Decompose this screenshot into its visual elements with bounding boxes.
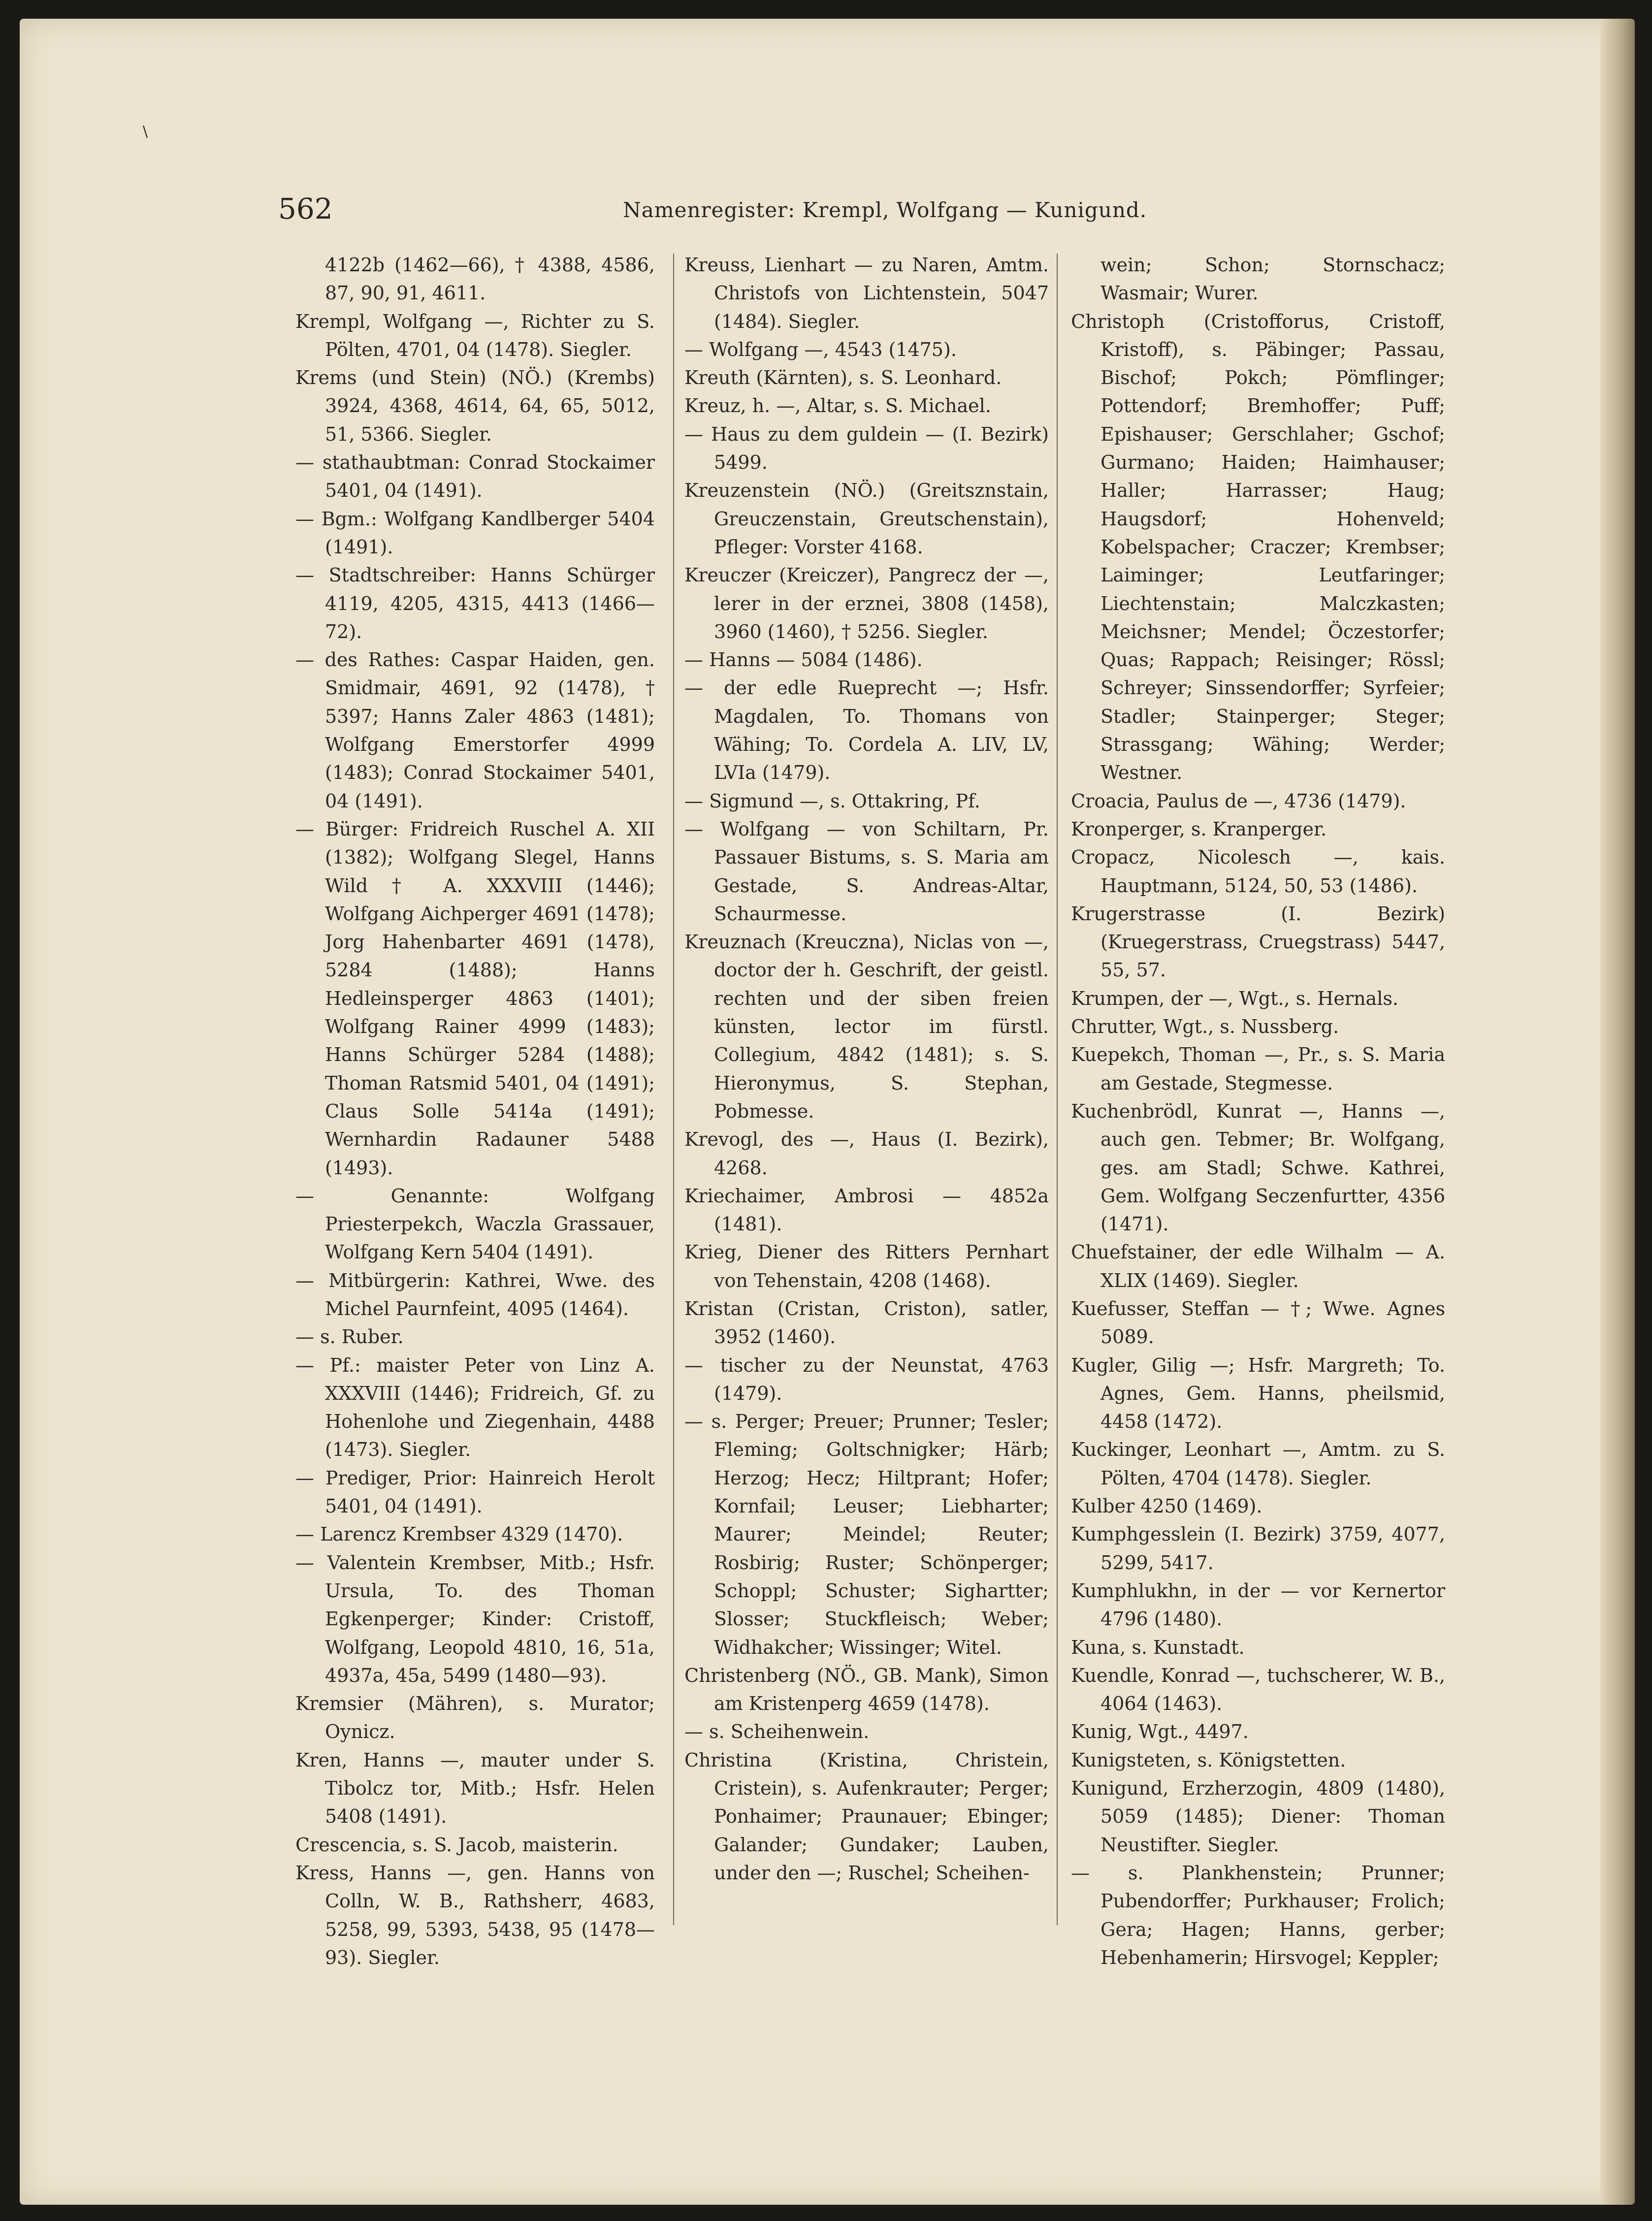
index-entry: — Mitbürgerin: Kathrei, Wwe. des Michel Paurnfeint, 4095 (1464). xyxy=(295,1269,655,1320)
index-entry: Kreuss, Lienhart — zu Naren, Amtm. Christofs von Lichtenstein, 5047 (1484). Siegler. xyxy=(684,254,1049,332)
running-title: Namenregister: Krempl, Wolfgang — Kunigund. xyxy=(623,198,1147,222)
index-column-3 xyxy=(1071,251,1445,1972)
index-entry: — Sigmund —, s. Ottakring, Pf. xyxy=(684,790,980,812)
index-entry: Kuchenbrödl, Kunrat —, Hanns —, auch gen. Tebmer; Br. Wolfgang, ges. am Stadl; Schwe. Kathrei, Gem. Wolfgang Seczenfurtter, 4356 (1471). xyxy=(1071,1100,1445,1235)
index-entry: Kunig, Wgt., 4497. xyxy=(1071,1721,1249,1743)
index-entry: — s. Plankhenstein; Prunner; Pubendorffer; Purkhauser; Frolich; Gera; Hagen; Hanns, gerber; Hebenhamerin; Hirsvogel; Keppler; xyxy=(1071,1862,1445,1968)
index-entry: Christenberg (NÖ., GB. Mank), Simon am Kristenperg 4659 (1478). xyxy=(684,1664,1049,1715)
index-entry: Christoph (Cristofforus, Cristoff, Kristoff), s. Päbinger; Passau, Bischof; Pokch; Pömflinger; Pottendorf; Bremhoffer; Puff; Epishauser; Gerschlaher; Gschof; Gurmano; Haiden; Haimhauser; Haller; Harrasser; Haug; Haugsdorf; Hohenveld; Kobelspacher; Craczer; Krembser; Laiminger; Leutfaringer; Liechtenstain; Malczkasten; Meichsner; Mendel; Öczestorfer; Quas; Rappach; Reisinger; Rössl; Schreyer; Sinssendorffer; Syrfeier; Stadler; Stainperger; Steger; Strassgang; Wähing; Werder; Westner. xyxy=(1071,310,1445,784)
index-entry: Kreuczer (Kreiczer), Pangrecz der —, lerer in der erznei, 3808 (1458), 3960 (1460), † 5256. Siegler. xyxy=(684,564,1049,643)
index-entry: Kremsier (Mähren), s. Murator; Oynicz. xyxy=(295,1693,655,1743)
index-entry: Krieg, Diener des Ritters Pernhart von Tehenstain, 4208 (1468). xyxy=(684,1241,1049,1291)
index-entry: Kuepekch, Thoman —, Pr., s. S. Maria am Gestade, Stegmesse. xyxy=(1071,1044,1445,1094)
index-entry: Kuckinger, Leonhart —, Amtm. zu S. Pölten, 4704 (1478). Siegler. xyxy=(1071,1439,1445,1489)
index-entry: — Haus zu dem guldein — (I. Bezirk) 5499. xyxy=(684,423,1049,474)
index-entry: — Prediger, Prior: Hainreich Herolt 5401, 04 (1491). xyxy=(295,1467,655,1517)
index-entry: wein; Schon; Stornschacz; Wasmair; Wurer. xyxy=(1101,254,1445,304)
page-number: 562 xyxy=(278,192,333,225)
index-entry: — der edle Rueprecht —; Hsfr. Magdalen, To. Thomans von Wähing; To. Cordela A. LIV, LV, LVIa (1479). xyxy=(684,677,1049,784)
index-entry: Krempl, Wolfgang —, Richter zu S. Pölten, 4701, 04 (1478). Siegler. xyxy=(295,310,655,360)
index-entry: — Valentein Krembser, Mitb.; Hsfr. Ursula, To. des Thoman Egkenperger; Kinder: Cristoff, Wolfgang, Leopold 4810, 16, 51a, 4937a, 45a, 5499 (1480—93). xyxy=(295,1551,655,1686)
index-entry: Krems (und Stein) (NÖ.) (Krembs) 3924, 4368, 4614, 64, 65, 5012, 51, 5366. Siegler. xyxy=(295,367,655,445)
index-entry: Chuefstainer, der edle Wilhalm — A. XLIX (1469). Siegler. xyxy=(1071,1241,1445,1291)
index-entry: Kulber 4250 (1469). xyxy=(1071,1495,1263,1517)
index-entry: Crescencia, s. S. Jacob, maisterin. xyxy=(295,1834,618,1856)
index-entry: Kress, Hanns —, gen. Hanns von Colln, W. B., Rathsherr, 4683, 5258, 99, 5393, 5438, 95 (1478—93). Siegler. xyxy=(295,1862,655,1968)
index-entry: — s. Perger; Preuer; Prunner; Tesler; Fleming; Goltschnigker; Härb; Herzog; Hecz; Hiltprant; Hofer; Kornfail; Leuser; Liebharter; Maurer; Meindel; Reuter; Rosbirig; Ruster; Schönperger; Schoppl; Schuster; Sighartter; Slosser; Stuckfleisch; Weber; Widhakcher; Wissinger; Witel. xyxy=(684,1411,1049,1658)
page-gutter xyxy=(1600,19,1635,2205)
index-entry: Kunigund, Erzherzogin, 4809 (1480), 5059 (1485); Diener: Thoman Neustifter. Siegler. xyxy=(1071,1777,1445,1856)
index-entry: Krevogl, des —, Haus (I. Bezirk), 4268. xyxy=(684,1128,1049,1179)
index-entry: — Hanns — 5084 (1486). xyxy=(684,649,923,671)
index-entry: Kuefusser, Steffan — †; Wwe. Agnes 5089. xyxy=(1071,1297,1445,1348)
page-header xyxy=(0,192,1477,236)
column-rule xyxy=(673,254,674,1925)
index-entry: — des Rathes: Caspar Haiden, gen. Smidmair, 4691, 92 (1478), † 5397; Hanns Zaler 4863 (1481); Wolfgang Emerstorfer 4999 (1483); Conrad Stockaimer 5401, 04 (1491). xyxy=(295,649,655,812)
index-entry: Kreuz, h. —, Altar, s. S. Michael. xyxy=(684,395,991,417)
index-entry: — Genannte: Wolfgang Priesterpekch, Waczla Grassauer, Wolfgang Kern 5404 (1491). xyxy=(295,1185,655,1263)
index-entry: Kristan (Cristan, Criston), satler, 3952 (1460). xyxy=(684,1297,1049,1348)
index-entry: Christina (Kristina, Christein, Cristein), s. Aufenkrauter; Perger; Ponhaimer; Praunauer; Ebinger; Galander; Gundaker; Lauben, under den —; Ruschel; Scheihen- xyxy=(684,1749,1049,1884)
index-entry: Kuna, s. Kunstadt. xyxy=(1071,1636,1245,1658)
index-entry: — Bgm.: Wolfgang Kandlberger 5404 (1491). xyxy=(295,508,655,558)
index-entry: — Wolfgang — von Schiltarn, Pr. Passauer Bistums, s. S. Maria am Gestade, S. Andreas-Altar, Schaurmesse. xyxy=(684,818,1049,925)
index-entry: Kreuth (Kärnten), s. S. Leonhard. xyxy=(684,367,1002,389)
index-entry: Croacia, Paulus de —, 4736 (1479). xyxy=(1071,790,1406,812)
index-column-1 xyxy=(295,251,655,1972)
index-entry: Kugler, Gilig —; Hsfr. Margreth; To. Agnes, Gem. Hanns, pheilsmid, 4458 (1472). xyxy=(1071,1354,1445,1433)
index-entry: Kronperger, s. Kranperger. xyxy=(1071,818,1327,840)
index-entry: — stathaubtman: Conrad Stockaimer 5401, 04 (1491). xyxy=(295,451,655,502)
index-entry: Kunigsteten, s. Königstetten. xyxy=(1071,1749,1346,1771)
index-column-2 xyxy=(684,251,1049,1887)
index-entry: — Wolfgang —, 4543 (1475). xyxy=(684,338,957,360)
index-entry: — tischer zu der Neunstat, 4763 (1479). xyxy=(684,1354,1049,1404)
index-entry: — Larencz Krembser 4329 (1470). xyxy=(295,1523,623,1545)
index-entry: Kumphlukhn, in der — vor Kernertor 4796 (1480). xyxy=(1071,1579,1445,1630)
index-entry: Krumpen, der —, Wgt., s. Hernals. xyxy=(1071,987,1398,1009)
margin-mark: \ xyxy=(143,123,148,140)
index-entry: Kriechaimer, Ambrosi — 4852a (1481). xyxy=(684,1185,1049,1235)
index-entry: Chrutter, Wgt., s. Nussberg. xyxy=(1071,1016,1339,1038)
index-entry: — s. Ruber. xyxy=(295,1326,404,1348)
index-entry: Kreuzenstein (NÖ.) (Greitsznstain, Greuczenstain, Greutschenstain), Pfleger: Vorster 4168. xyxy=(684,480,1049,558)
index-entry: — Bürger: Fridreich Ruschel A. XII (1382); Wolfgang Slegel, Hanns Wild † A. XXXVIII (1446); Wolfgang Aichperger 4691 (1478); Jorg Hahenbarter 4691 (1478), 5284 (1488); Hanns Hedleinsperger 4863 (1401); Wolfgang Rainer 4999 (1483); Hanns Schürger 5284 (1488); Thoman Ratsmid 5401, 04 (1491); Claus Solle 5414a (1491); Wernhardin Radauner 5488 (1493). xyxy=(295,818,655,1179)
index-entry: Kren, Hanns —, mauter under S. Tibolcz tor, Mitb.; Hsfr. Helen 5408 (1491). xyxy=(295,1749,655,1828)
index-entry: Cropacz, Nicolesch —, kais. Hauptmann, 5124, 50, 53 (1486). xyxy=(1071,846,1445,897)
index-entry: — Pf.: maister Peter von Linz A. XXXVIII (1446); Fridreich, Gf. zu Hohenlohe und Ziegenhain, 4488 (1473). Siegler. xyxy=(295,1354,655,1461)
index-entry: Kreuznach (Kreuczna), Niclas von —, doctor der h. Geschrift, der geistl. rechten und der siben freien künsten, lector im fürstl. Collegium, 4842 (1481); s. S. Hieronymus, S. Stephan, Pobmesse. xyxy=(684,931,1049,1122)
index-entry: Kumphgesslein (I. Bezirk) 3759, 4077, 5299, 5417. xyxy=(1071,1523,1445,1574)
index-entry: Kuendle, Konrad —, tuchscherer, W. B., 4064 (1463). xyxy=(1071,1664,1445,1715)
index-entry: — s. Scheihenwein. xyxy=(684,1721,870,1743)
index-entry: — Stadtschreiber: Hanns Schürger 4119, 4205, 4315, 4413 (1466—72). xyxy=(295,564,655,643)
index-entry: 4122b (1462—66), † 4388, 4586, 87, 90, 91, 4611. xyxy=(325,254,655,304)
column-rule xyxy=(1057,254,1058,1925)
index-entry: Krugerstrasse (I. Bezirk) (Kruegerstrass, Cruegstrass) 5447, 55, 57. xyxy=(1071,902,1445,981)
